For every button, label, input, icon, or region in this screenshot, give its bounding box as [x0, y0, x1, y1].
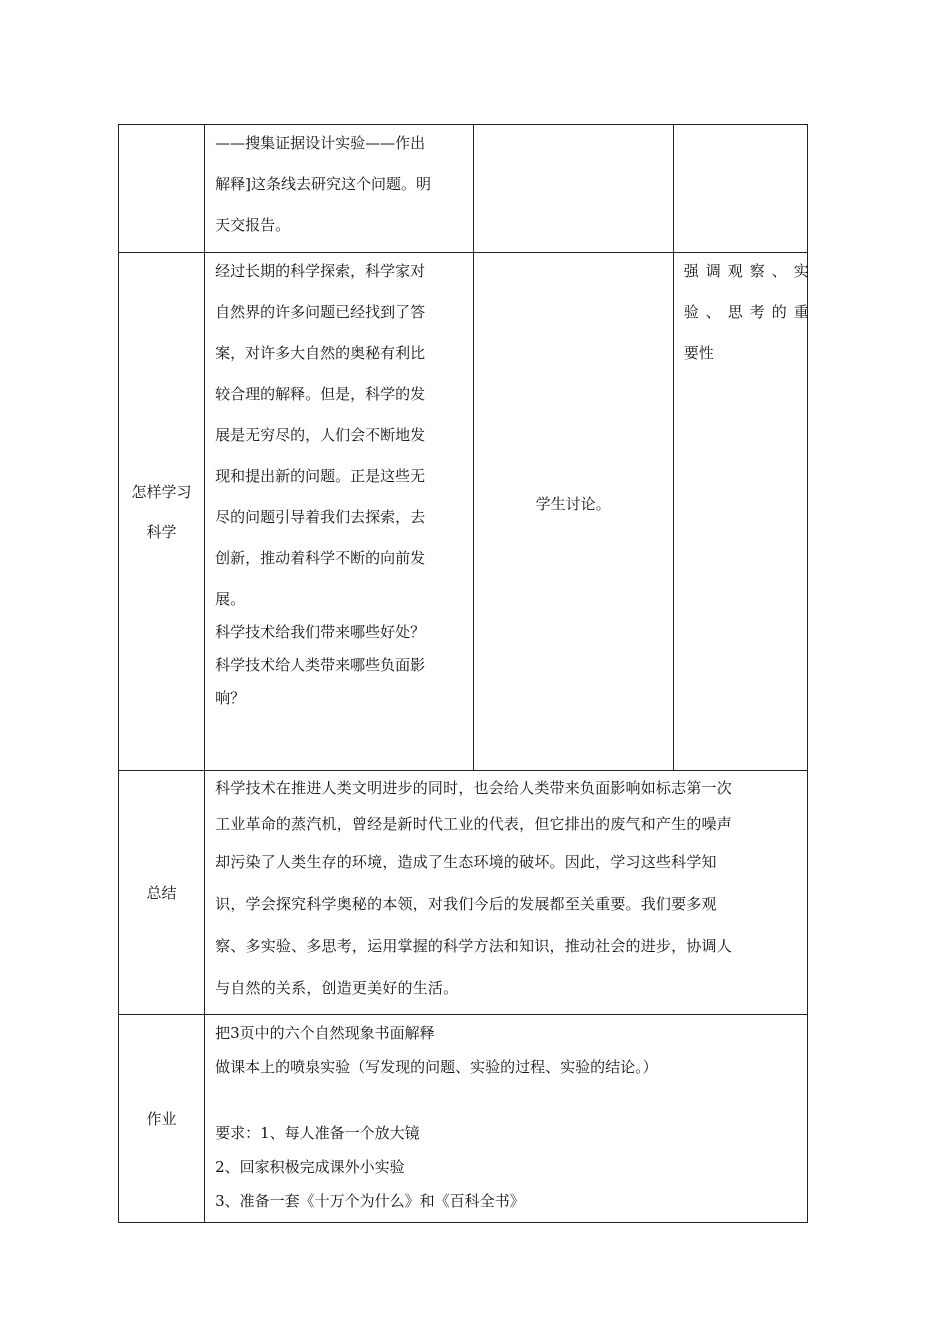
summary-line: 工业革命的蒸汽机，曾经是新时代工业的代表，但它排出的废气和产生的噪声 — [215, 815, 732, 833]
continued-intent-cell — [673, 125, 807, 253]
continued-line: ——搜集证据设计实验——作出 — [215, 134, 426, 152]
content-line: 现和提出新的问题。正是这些无 — [215, 467, 426, 485]
summary-line: 与自然的关系，创造更美好的生活。 — [215, 979, 459, 997]
homework-line: 做课本上的喷泉实验（写发现的问题、实验的过程、实验的结论。） — [215, 1058, 658, 1076]
activity-cell — [473, 253, 673, 771]
intent-cell — [673, 253, 816, 771]
activity-text: 学生讨论。 — [535, 495, 611, 513]
summary-line: 察、多实验、多思考，运用掌握的科学方法和知识，推动社会的进步，协调人 — [215, 937, 732, 955]
summary-label: 总结 — [146, 883, 177, 902]
homework-line: 2、回家积极完成课外小实验 — [215, 1158, 405, 1176]
intent-line: 验、思考的重 — [683, 303, 816, 321]
summary-label-cell — [119, 771, 205, 1015]
how-to-learn-row — [119, 253, 808, 771]
content-line: 展是无穷尽的，人们会不断地发 — [215, 426, 426, 444]
continued-label-cell — [119, 125, 205, 253]
summary-content-cell — [205, 771, 808, 1015]
summary-line: 科学技术在推进人类文明进步的同时，也会给人类带来负面影响如标志第一次 — [215, 779, 732, 797]
content-line: 展。 — [215, 590, 246, 608]
continued-line: 天交报告。 — [215, 216, 291, 234]
how-to-learn-label-cell — [119, 253, 205, 771]
summary-line: 识，学会探究科学奥秘的本领，对我们今后的发展都至关重要。我们要多观 — [215, 895, 717, 913]
homework-content-cell — [205, 1015, 808, 1223]
content-line: 创新，推动着科学不断的向前发 — [215, 549, 426, 567]
homework-line: 3、准备一套《十万个为什么》和《百科全书》 — [215, 1192, 525, 1210]
how-to-learn-label-line: 科学 — [146, 522, 177, 541]
content-line: 较合理的解释。但是，科学的发 — [215, 385, 426, 403]
summary-row — [119, 771, 808, 1015]
homework-row — [119, 1015, 808, 1223]
intent-line: 强调观察、实 — [683, 262, 816, 280]
question-line: 科学技术给人类带来哪些负面影 — [215, 656, 426, 674]
continued-content-cell — [205, 125, 473, 253]
homework-line: 要求：1、每人准备一个放大镜 — [215, 1124, 420, 1142]
intent-line: 要性 — [683, 344, 714, 362]
lesson-plan-table — [118, 124, 816, 1223]
question-line: 响？ — [215, 689, 246, 707]
homework-line: 把3页中的六个自然现象书面解释 — [215, 1024, 435, 1042]
content-line: 尽的问题引导着我们去探索，去 — [215, 508, 426, 526]
continued-line: 解释]这条线去研究这个问题。明 — [215, 175, 431, 193]
content-line: 经过长期的科学探索，科学家对 — [215, 262, 426, 280]
homework-label-cell — [119, 1015, 205, 1223]
question-line: 科学技术给我们带来哪些好处？ — [215, 623, 426, 641]
continued-activity-cell — [473, 125, 673, 253]
how-to-learn-content-cell — [205, 253, 473, 771]
summary-line: 却污染了人类生存的环境，造成了生态环境的破坏。因此，学习这些科学知 — [215, 853, 717, 871]
how-to-learn-label-line: 怎样学习 — [131, 482, 192, 501]
content-line: 自然界的许多问题已经找到了答 — [215, 303, 426, 321]
homework-blank-line — [215, 1087, 797, 1119]
content-line: 案，对许多大自然的奥秘有利比 — [215, 344, 426, 362]
continued-row — [119, 125, 808, 253]
homework-label: 作业 — [146, 1109, 177, 1128]
